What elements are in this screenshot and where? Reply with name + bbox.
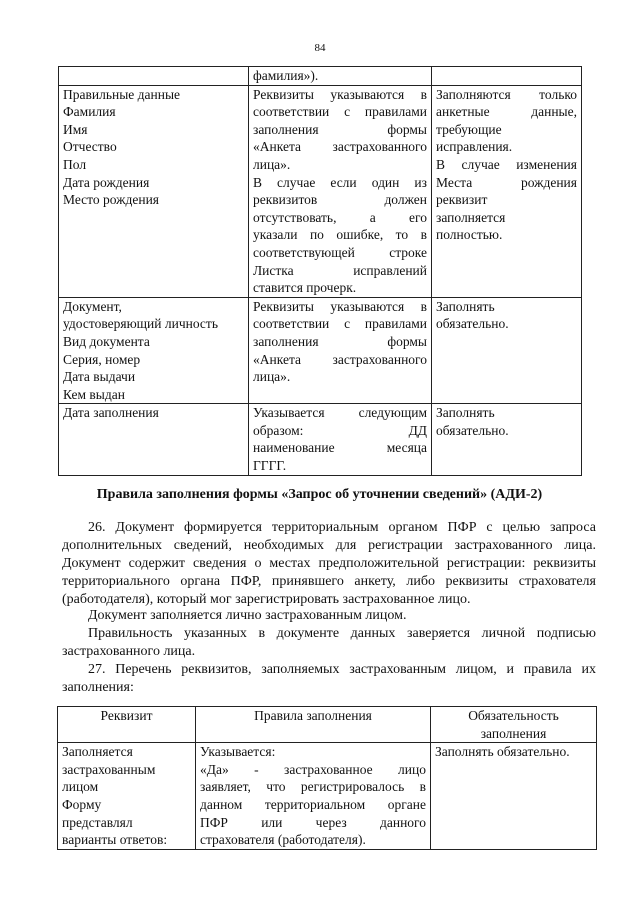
header-line: Реквизит (100, 708, 153, 723)
table-cell-col2 (249, 85, 432, 297)
cell-line: лица». (253, 369, 291, 385)
cell-line: лица». (253, 156, 291, 172)
paragraph-signature: Правильность указанных в документе данных заверяется личной подписью застрахованного лица. (62, 626, 596, 659)
cell-line: данном территориальном органе (200, 796, 426, 812)
cell-line: Серия, номер (63, 351, 141, 367)
cell-line: заявляет, что регистрировалось в (200, 779, 426, 795)
cell-line: варианты ответов: (62, 832, 168, 848)
cell-line: заполняется (436, 209, 506, 225)
table-cell-col2 (249, 404, 432, 475)
cell-line: указали по ошибке, то в (253, 227, 427, 243)
cell-line: соответствующей строке (253, 244, 427, 260)
cell-line: обязательно. (436, 422, 509, 438)
cell-line: «Да» - застрахованное лицо (200, 761, 426, 777)
cell-line: полностью. (436, 227, 503, 243)
table-row (59, 67, 582, 86)
cell-line: Фамилия (63, 104, 116, 120)
cell-line: ставится прочерк. (253, 280, 357, 296)
table-cell-col3 (432, 67, 582, 86)
cell-line: Реквизиты указываются в (253, 298, 427, 314)
cell-line: Вид документа (63, 333, 150, 349)
table-cell-col2 (249, 67, 432, 86)
cell-line: анкетные данные, (436, 104, 577, 120)
table-cell-col1 (59, 404, 249, 475)
paragraph-26: 26. Документ формируется территориальным органом ПФР с целью запроса дополнительных сведений, необходимых для регистрации застрахованного лица. Документ содержит сведения о местах предположительной регистрации: реквизиты территориального органа ПФР, принявшего анкету, либо реквизиты страхователя (работодателя), который мог зарегистрировать застрахованное лицо. (62, 520, 596, 607)
table-cell-col3 (432, 85, 582, 297)
cell-line: Место рождения (63, 192, 160, 208)
cell-line: Пол (63, 156, 87, 172)
cell-line: застрахованным (62, 761, 156, 777)
cell-line: Форму (62, 796, 102, 812)
cell-line: соответствии с правилами (253, 104, 427, 120)
cell-line: Реквизиты указываются в (253, 86, 427, 102)
table-header-cell (196, 707, 431, 743)
cell-line: отсутствовать, а его (253, 209, 427, 225)
cell-line: Указывается: (200, 744, 276, 760)
cell-line: реквизитов должен (253, 192, 427, 208)
header-line: заполнения (480, 725, 547, 741)
table-row (59, 297, 582, 404)
requisites-table-continued (58, 66, 582, 476)
cell-line: Отчество (63, 139, 117, 155)
cell-line: «Анкета застрахованного (253, 139, 427, 155)
cell-line: Заполняется (62, 744, 133, 760)
cell-line: Заполнять (436, 298, 495, 314)
table-header-cell (431, 707, 597, 743)
requisites-table-adi2 (57, 706, 597, 850)
table-row (59, 404, 582, 475)
cell-line: наименование месяца (253, 440, 427, 456)
cell-line: образом: ДД (253, 422, 427, 438)
cell-line: Места рождения (436, 174, 577, 190)
cell-line: Документ, (63, 298, 122, 314)
table-cell-col3 (432, 404, 582, 475)
cell-line: лицом (62, 779, 99, 795)
cell-line: В случае если один из (253, 174, 427, 190)
cell-line: заполнения формы (253, 333, 427, 349)
cell-line: «Анкета застрахованного (253, 351, 427, 367)
table-cell-col3 (432, 297, 582, 404)
table-cell-col1 (58, 743, 196, 850)
cell-line: ГГГГ. (253, 458, 287, 474)
cell-line: Заполнять (436, 405, 495, 421)
page-number: 84 (314, 42, 326, 54)
table-header-row (58, 707, 597, 743)
cell-line: удостоверяющий личность (63, 316, 218, 332)
cell-line: реквизит (436, 192, 488, 208)
header-line: Обязательность (468, 708, 559, 723)
cell-line: исправления. (436, 139, 513, 155)
cell-line: Имя (63, 121, 88, 137)
table-row (58, 743, 597, 850)
cell-line: Дата заполнения (63, 405, 159, 421)
cell-line: фамилия»). (253, 68, 319, 83)
paragraph-filled-personally: Документ заполняется лично застрахованным лицом. (88, 608, 407, 623)
table-cell-col1 (59, 67, 249, 86)
cell-line: Правильные данные (63, 86, 181, 102)
table-row (59, 85, 582, 297)
table-header-cell (58, 707, 196, 743)
header-line: Правила заполнения (254, 708, 372, 723)
table-cell-col3 (431, 743, 597, 850)
cell-line: страхователя (работодателя). (200, 832, 366, 848)
cell-line: В случае изменения (436, 156, 577, 172)
cell-line: Указывается следующим (253, 405, 427, 421)
cell-line: Дата рождения (63, 174, 150, 190)
table-cell-col2 (249, 297, 432, 404)
table-cell-col2 (196, 743, 431, 850)
cell-line: Дата выдачи (63, 369, 136, 385)
cell-line: ПФР или через данного (200, 814, 426, 830)
cell-line: представлял (62, 814, 133, 830)
cell-line: Заполнять обязательно. (435, 744, 570, 760)
cell-line: соответствии с правилами (253, 316, 427, 332)
cell-line: заполнения формы (253, 121, 427, 137)
table-cell-col1 (59, 297, 249, 404)
paragraph-27: 27. Перечень реквизитов, заполняемых застрахованным лицом, и правила их заполнения: (62, 662, 596, 695)
cell-line: Кем выдан (63, 386, 125, 402)
cell-line: требующие (436, 121, 502, 137)
cell-line: Заполняются только (436, 86, 577, 102)
table-cell-col1 (59, 85, 249, 297)
cell-line: обязательно. (436, 316, 509, 332)
cell-line: Листка исправлений (253, 262, 427, 278)
section-heading: Правила заполнения формы «Запрос об уточнении сведений» (АДИ-2) (96, 487, 543, 502)
